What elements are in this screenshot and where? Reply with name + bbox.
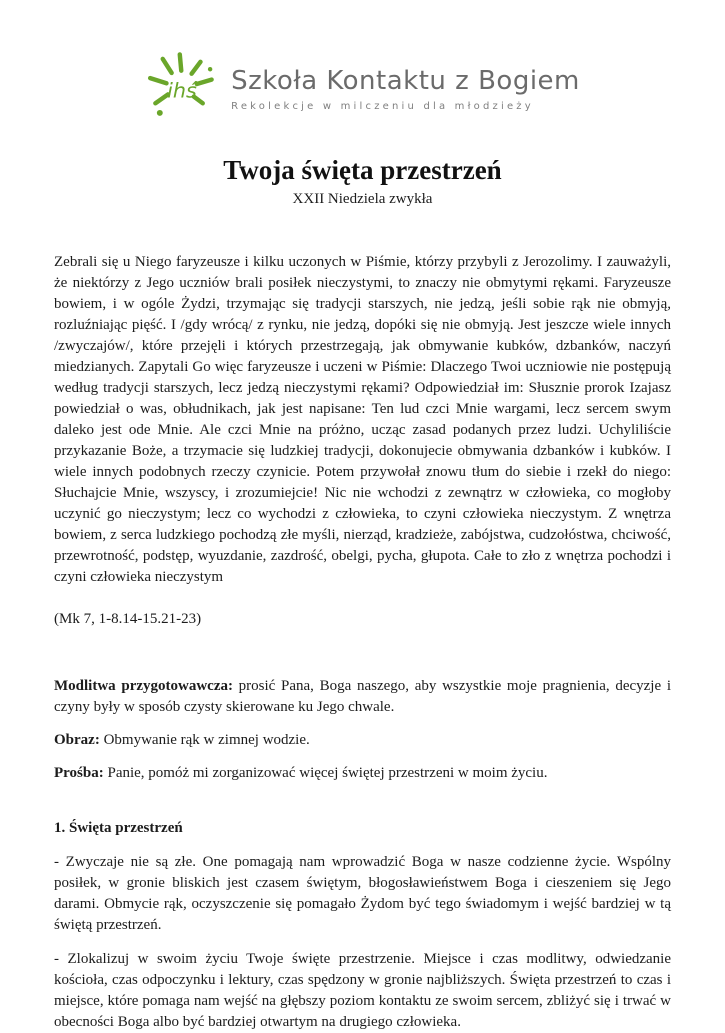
- gospel-text: Zebrali się u Niego faryzeusze i kilku uczonych w Piśmie, którzy przybyli z Jerozolimy. I zauważyli, że niektórzy z Jego uczniów brali posiłek nieczystymi, to znaczy nie obmytymi rękami. Faryzeusze bowiem, i w ogóle Żydzi, trzymając się tradycji starszych, nie jedzą, jeśli sobie rąk nie obmyją, rozluźniając pięść. I /gdy wrócą/ z rynku, nie jedzą, dopóki się nie obmyją. Jest jeszcze wiele innych /zwyczajów/, które przejęli i których przestrzegają, jak obmywanie kubków, dzbanków, naczyń miedzianych. Zapytali Go więc faryzeusze i uczeni w Piśmie: Dlaczego Twoi uczniowie nie postępują według tradycji starszych, lecz jedzą nieczystymi rękami? Odpowiedział im: Słusznie prorok Izajasz powiedział o was, obłudnikach, jak jest napisane: Ten lud czci Mnie wargami, lecz sercem swym daleko jest ode Mnie. Ale czci Mnie na próżno, ucząc zasad podanych przez ludzi. Uchyliliście przykazanie Boże, a trzymacie się ludzkiej tradycji, dokonujecie obmywania dzbanków i kubków. I wiele innych podobnych rzeczy czynicie. Potem przywołał znowu tłum do siebie i rzekł do niego: Słuchajcie Mnie, wszyscy, i zrozumiejcie! Nic nie wchodzi z zewnątrz w człowieka, co mogłoby uczynić go nieczystym; lecz co wychodzi z człowieka, to czyni człowieka nieczystym. Z wnętrza bowiem, z serca ludzkiego pochodzą złe myśli, nierząd, kradzieże, zabójstwa, cudzołóstwa, chciwość, przewrotność, podstęp, wyuzdanie, zazdrość, obelgi, pycha, głupota. Całe to zło z wnętrza pochodzi i czyni człowieka nieczystym: [54, 254, 671, 585]
- section-modlitwa: [54, 676, 671, 718]
- logo-subtitle: Rekolekcje w milczeniu dla młodzieży: [231, 100, 534, 112]
- svg-text:ihś: ihś: [167, 78, 197, 103]
- page-subtitle: XXII Niedziela zwykła: [292, 191, 433, 207]
- section-obraz-text: Obmywanie rąk w zimnej wodzie.: [99, 732, 310, 748]
- point1-paragraph-2: - Zlokalizuj w swoim życiu Twoje święte przestrzenie. Miejsce i czas modlitwy, odwiedzanie kościoła, czas odpoczynku i lektury, czas spędzony w gronie najbliższych. Święta przestrzeń to czas i miejsce, które pomaga nam wejść na głębszy poziom kontaktu ze swoim sercem, zbliżyć się i trwać w obecności Boga albo być bardziej otwartym na drugiego człowieka.: [54, 951, 671, 1030]
- section-prosba-text: Panie, pomóż mi zorganizować więcej świętej przestrzeni w moim życiu.: [103, 765, 548, 781]
- point1-paragraph-1: - Zwyczaje nie są złe. One pomagają nam wprowadzić Boga w nasze codzienne życie. Wspólny posiłek, w gronie bliskich jest czasem świętym, błogosławieństwem Boga i cieszeniem się Jego darami. Obmycie rąk, oczyszczenie się pomagało Żydom być tego świadomym i wejść bardziej w tą świętą przestrzeń.: [54, 854, 671, 933]
- gospel-reference: (Mk 7, 1-8.14-15.21-23): [54, 611, 202, 627]
- section-modlitwa-label: Modlitwa przygotowawcza:: [54, 678, 233, 694]
- section-prosba: [54, 763, 671, 784]
- section-obraz-label: Obraz:: [54, 732, 100, 748]
- logo-text: [231, 67, 580, 112]
- section-prosba-label: Prośba:: [54, 765, 104, 781]
- logo: [54, 50, 671, 129]
- logo-title: Szkoła Kontaktu z Bogiem: [231, 66, 580, 97]
- sun-splash-icon: [145, 50, 219, 129]
- point1-heading: 1. Święta przestrzeń: [54, 820, 183, 836]
- section-modlitwa-text: prosić Pana, Boga naszego, aby wszystkie moje pragnienia, decyzje i czyny były w sposób czysty skierowane ku Jego chwale.: [54, 678, 671, 715]
- prayer-sections: [54, 676, 671, 784]
- section-obraz: [54, 730, 671, 751]
- page-title: Twoja święta przestrzeń: [223, 155, 502, 185]
